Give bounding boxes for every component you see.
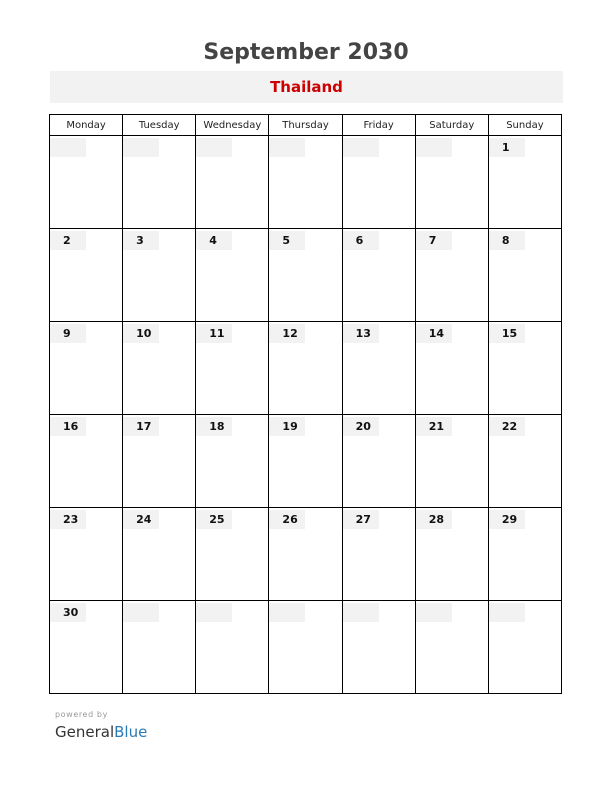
week-row xyxy=(50,322,562,415)
day-cell xyxy=(196,508,269,601)
day-cell xyxy=(415,415,488,508)
day-number xyxy=(196,603,232,622)
day-number: 22 xyxy=(489,417,525,436)
day-cell xyxy=(123,601,196,694)
day-cell xyxy=(488,322,561,415)
brand-name-part1: General xyxy=(55,723,115,741)
day-number: 30 xyxy=(50,603,86,622)
day-cell xyxy=(50,508,123,601)
day-number: 17 xyxy=(123,417,159,436)
day-number: 2 xyxy=(50,231,86,250)
day-cell xyxy=(123,322,196,415)
day-cell xyxy=(50,322,123,415)
day-number: 4 xyxy=(196,231,232,250)
day-number: 12 xyxy=(269,324,305,343)
day-cell xyxy=(269,415,342,508)
day-cell xyxy=(196,229,269,322)
day-number xyxy=(123,138,159,157)
day-number: 1 xyxy=(489,138,525,157)
day-number: 16 xyxy=(50,417,86,436)
day-cell xyxy=(342,229,415,322)
week-row xyxy=(50,136,562,229)
day-cell xyxy=(269,136,342,229)
day-number xyxy=(416,603,452,622)
day-cell xyxy=(488,508,561,601)
week-row xyxy=(50,229,562,322)
day-number: 27 xyxy=(343,510,379,529)
day-cell xyxy=(488,601,561,694)
day-number xyxy=(269,603,305,622)
day-cell xyxy=(488,229,561,322)
powered-by-text: powered by xyxy=(55,710,108,719)
day-number: 15 xyxy=(489,324,525,343)
day-number: 21 xyxy=(416,417,452,436)
day-cell xyxy=(415,136,488,229)
day-cell xyxy=(196,415,269,508)
day-number: 23 xyxy=(50,510,86,529)
day-cell xyxy=(342,322,415,415)
day-cell xyxy=(342,415,415,508)
day-cell xyxy=(269,601,342,694)
day-cell xyxy=(488,415,561,508)
day-number: 28 xyxy=(416,510,452,529)
day-number: 7 xyxy=(416,231,452,250)
day-cell xyxy=(415,229,488,322)
day-cell xyxy=(269,322,342,415)
day-number: 9 xyxy=(50,324,86,343)
brand-name-part2: Blue xyxy=(114,723,148,741)
day-number: 14 xyxy=(416,324,452,343)
calendar-grid xyxy=(49,114,562,694)
week-row xyxy=(50,601,562,694)
weekday-header: Sunday xyxy=(488,115,561,136)
day-number: 10 xyxy=(123,324,159,343)
week-row xyxy=(50,508,562,601)
day-number xyxy=(489,603,525,622)
day-number xyxy=(343,138,379,157)
day-number: 6 xyxy=(343,231,379,250)
day-number xyxy=(196,138,232,157)
day-cell xyxy=(196,322,269,415)
calendar-title: September 2030 xyxy=(203,40,409,65)
day-cell xyxy=(415,322,488,415)
day-number: 25 xyxy=(196,510,232,529)
day-cell xyxy=(123,136,196,229)
day-cell xyxy=(415,601,488,694)
day-number: 29 xyxy=(489,510,525,529)
day-number xyxy=(123,603,159,622)
weekday-header-row xyxy=(50,115,562,136)
day-cell xyxy=(50,601,123,694)
day-cell xyxy=(50,136,123,229)
day-number: 13 xyxy=(343,324,379,343)
day-number: 19 xyxy=(269,417,305,436)
weekday-header: Thursday xyxy=(269,115,342,136)
day-cell xyxy=(50,415,123,508)
day-cell xyxy=(488,136,561,229)
weekday-header: Tuesday xyxy=(123,115,196,136)
day-number: 11 xyxy=(196,324,232,343)
day-cell xyxy=(50,229,123,322)
footer-branding xyxy=(55,710,147,743)
country-name: Thailand xyxy=(270,78,343,96)
day-number xyxy=(343,603,379,622)
day-cell xyxy=(342,508,415,601)
day-number xyxy=(269,138,305,157)
country-banner xyxy=(50,71,563,103)
day-number: 26 xyxy=(269,510,305,529)
weekday-header: Friday xyxy=(342,115,415,136)
day-cell xyxy=(269,508,342,601)
day-cell xyxy=(269,229,342,322)
day-cell xyxy=(123,508,196,601)
day-number: 3 xyxy=(123,231,159,250)
day-cell xyxy=(123,415,196,508)
brand-logo xyxy=(55,721,147,743)
weekday-header: Wednesday xyxy=(196,115,269,136)
weekday-header: Monday xyxy=(50,115,123,136)
day-cell xyxy=(415,508,488,601)
day-cell xyxy=(196,601,269,694)
weekday-header: Saturday xyxy=(415,115,488,136)
day-cell xyxy=(123,229,196,322)
day-number: 5 xyxy=(269,231,305,250)
day-number: 20 xyxy=(343,417,379,436)
day-cell xyxy=(342,601,415,694)
day-cell xyxy=(342,136,415,229)
day-number: 24 xyxy=(123,510,159,529)
week-row xyxy=(50,415,562,508)
day-number: 18 xyxy=(196,417,232,436)
day-cell xyxy=(196,136,269,229)
day-number xyxy=(416,138,452,157)
day-number xyxy=(50,138,86,157)
day-number: 8 xyxy=(489,231,525,250)
